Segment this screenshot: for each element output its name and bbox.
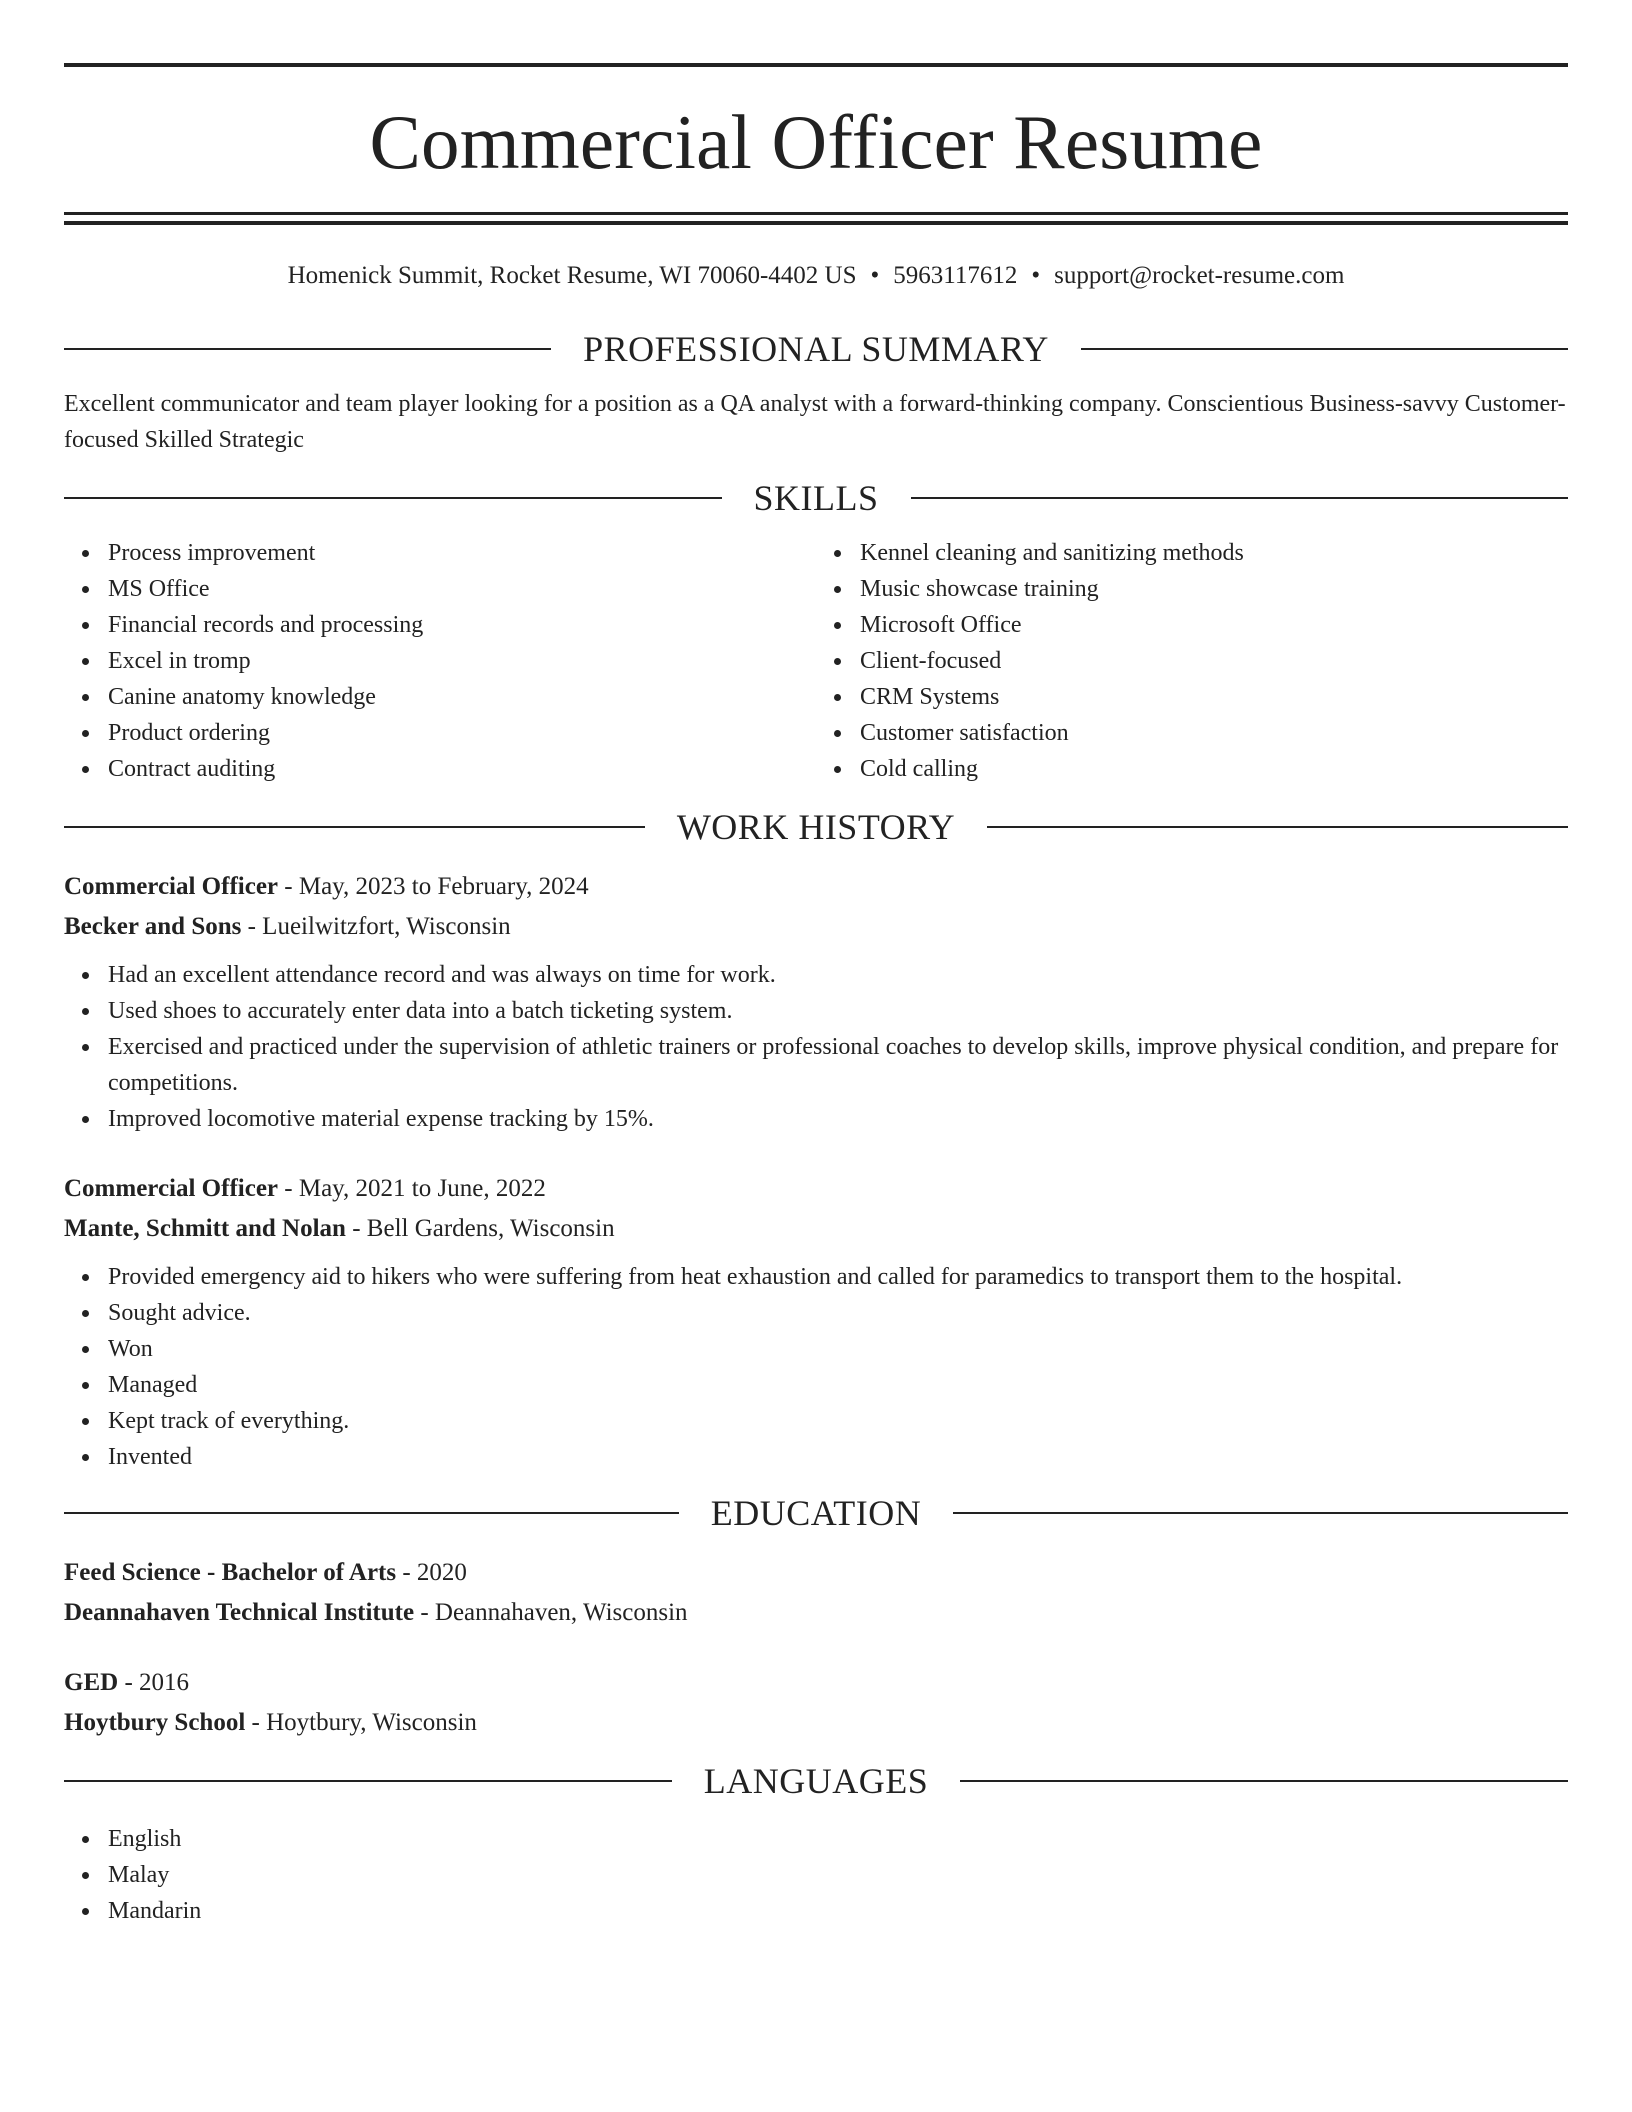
section-heading-label: SKILLS — [753, 478, 879, 518]
education-school-line — [64, 1703, 1568, 1743]
skill-item: Customer satisfaction — [860, 715, 1568, 751]
education-degree: Feed Science - Bachelor of Arts — [64, 1559, 397, 1586]
job-dates: - May, 2023 to February, 2024 — [278, 873, 589, 900]
skill-item: Excel in tromp — [108, 643, 816, 679]
contact-line — [64, 261, 1568, 291]
skill-item: Client-focused — [860, 643, 1568, 679]
skill-item: Process improvement — [108, 535, 816, 571]
job-bullets — [64, 1259, 1568, 1475]
job-dates: - May, 2021 to June, 2022 — [278, 1175, 546, 1202]
skills-list — [64, 535, 1568, 787]
job-company-line — [64, 1209, 1568, 1249]
education-degree-line — [64, 1663, 1568, 1703]
heading-rule-left — [64, 1512, 679, 1514]
job-entry — [64, 867, 1568, 1137]
education-entry — [64, 1553, 1568, 1633]
contact-separator: • — [1031, 262, 1041, 289]
skills-column-right — [816, 535, 1568, 787]
section-heading-summary — [64, 327, 1568, 371]
education-school: Hoytbury School — [64, 1709, 246, 1736]
top-rule — [64, 63, 1568, 67]
job-bullet: Provided emergency aid to hikers who were suffering from heat exhaustion and called for paramedics to transport them to the hospital. — [108, 1259, 1568, 1295]
section-heading-work — [64, 805, 1568, 849]
education-year: - 2020 — [396, 1559, 467, 1586]
heading-rule-right — [911, 497, 1569, 499]
section-heading-label: PROFESSIONAL SUMMARY — [583, 329, 1049, 369]
job-bullet: Used shoes to accurately enter data into a batch ticketing system. — [108, 993, 1568, 1029]
job-bullet: Improved locomotive material expense tracking by 15%. — [108, 1101, 1568, 1137]
contact-separator: • — [870, 262, 880, 289]
job-location: - Bell Gardens, Wisconsin — [345, 1215, 615, 1242]
skill-item: Financial records and processing — [108, 607, 816, 643]
job-company-line — [64, 907, 1568, 947]
section-heading-skills — [64, 476, 1568, 520]
languages-list — [64, 1821, 1568, 1929]
skill-item: Product ordering — [108, 715, 816, 751]
section-heading-languages — [64, 1759, 1568, 1803]
language-item: Mandarin — [108, 1893, 1568, 1929]
job-bullets — [64, 957, 1568, 1137]
skills-column-left — [64, 535, 816, 787]
education-degree: GED — [64, 1669, 119, 1696]
language-item: English — [108, 1821, 1568, 1857]
job-title-line — [64, 867, 1568, 907]
title-rule-lower — [64, 221, 1568, 225]
section-heading-education — [64, 1491, 1568, 1535]
skill-item: Music showcase training — [860, 571, 1568, 607]
heading-rule-left — [64, 826, 645, 828]
job-bullet: Exercised and practiced under the supervision of athletic trainers or professional coaches to develop skills, improve physical condition, and prepare for competitions. — [108, 1029, 1568, 1101]
job-company: Becker and Sons — [64, 913, 242, 940]
skill-item: MS Office — [108, 571, 816, 607]
education-location: - Hoytbury, Wisconsin — [245, 1709, 477, 1736]
skill-item: CRM Systems — [860, 679, 1568, 715]
contact-address: Homenick Summit, Rocket Resume, WI 70060-4402 US — [287, 262, 857, 289]
education-school: Deannahaven Technical Institute — [64, 1599, 415, 1626]
contact-phone: 5963117612 — [893, 262, 1018, 289]
heading-rule-right — [953, 1512, 1568, 1514]
job-bullet: Had an excellent attendance record and was always on time for work. — [108, 957, 1568, 993]
section-heading-label: WORK HISTORY — [676, 807, 956, 847]
skill-item: Microsoft Office — [860, 607, 1568, 643]
summary-text: Excellent communicator and team player looking for a position as a QA analyst with a forward-thinking company. Conscientious Business-savvy Customer-focused Skilled Strategic — [64, 391, 1566, 453]
job-bullet: Managed — [108, 1367, 1568, 1403]
language-item: Malay — [108, 1857, 1568, 1893]
job-title: Commercial Officer — [64, 873, 279, 900]
skill-item: Contract auditing — [108, 751, 816, 787]
skill-item: Kennel cleaning and sanitizing methods — [860, 535, 1568, 571]
skill-item: Cold calling — [860, 751, 1568, 787]
education-year: - 2016 — [118, 1669, 190, 1696]
job-bullet: Sought advice. — [108, 1295, 1568, 1331]
job-entry — [64, 1169, 1568, 1475]
heading-rule-left — [64, 497, 722, 499]
job-location: - Lueilwitzfort, Wisconsin — [241, 913, 511, 940]
resume-title: Commercial Officer Resume — [369, 99, 1263, 185]
heading-rule-right — [987, 826, 1568, 828]
job-title-line — [64, 1169, 1568, 1209]
skill-item: Canine anatomy knowledge — [108, 679, 816, 715]
contact-email: support@rocket-resume.com — [1054, 262, 1345, 289]
education-degree-line — [64, 1553, 1568, 1593]
job-bullet: Won — [108, 1331, 1568, 1367]
heading-rule-left — [64, 348, 551, 350]
education-location: - Deannahaven, Wisconsin — [414, 1599, 688, 1626]
heading-rule-right — [960, 1780, 1568, 1782]
job-bullet: Invented — [108, 1439, 1568, 1475]
education-entry — [64, 1663, 1568, 1743]
heading-rule-left — [64, 1780, 672, 1782]
section-heading-label: EDUCATION — [710, 1493, 922, 1533]
section-heading-label: LANGUAGES — [703, 1761, 929, 1801]
education-school-line — [64, 1593, 1568, 1633]
job-company: Mante, Schmitt and Nolan — [64, 1215, 346, 1242]
heading-rule-right — [1081, 348, 1568, 350]
title-rule-upper — [64, 212, 1568, 215]
job-bullet: Kept track of everything. — [108, 1403, 1568, 1439]
job-title: Commercial Officer — [64, 1175, 279, 1202]
